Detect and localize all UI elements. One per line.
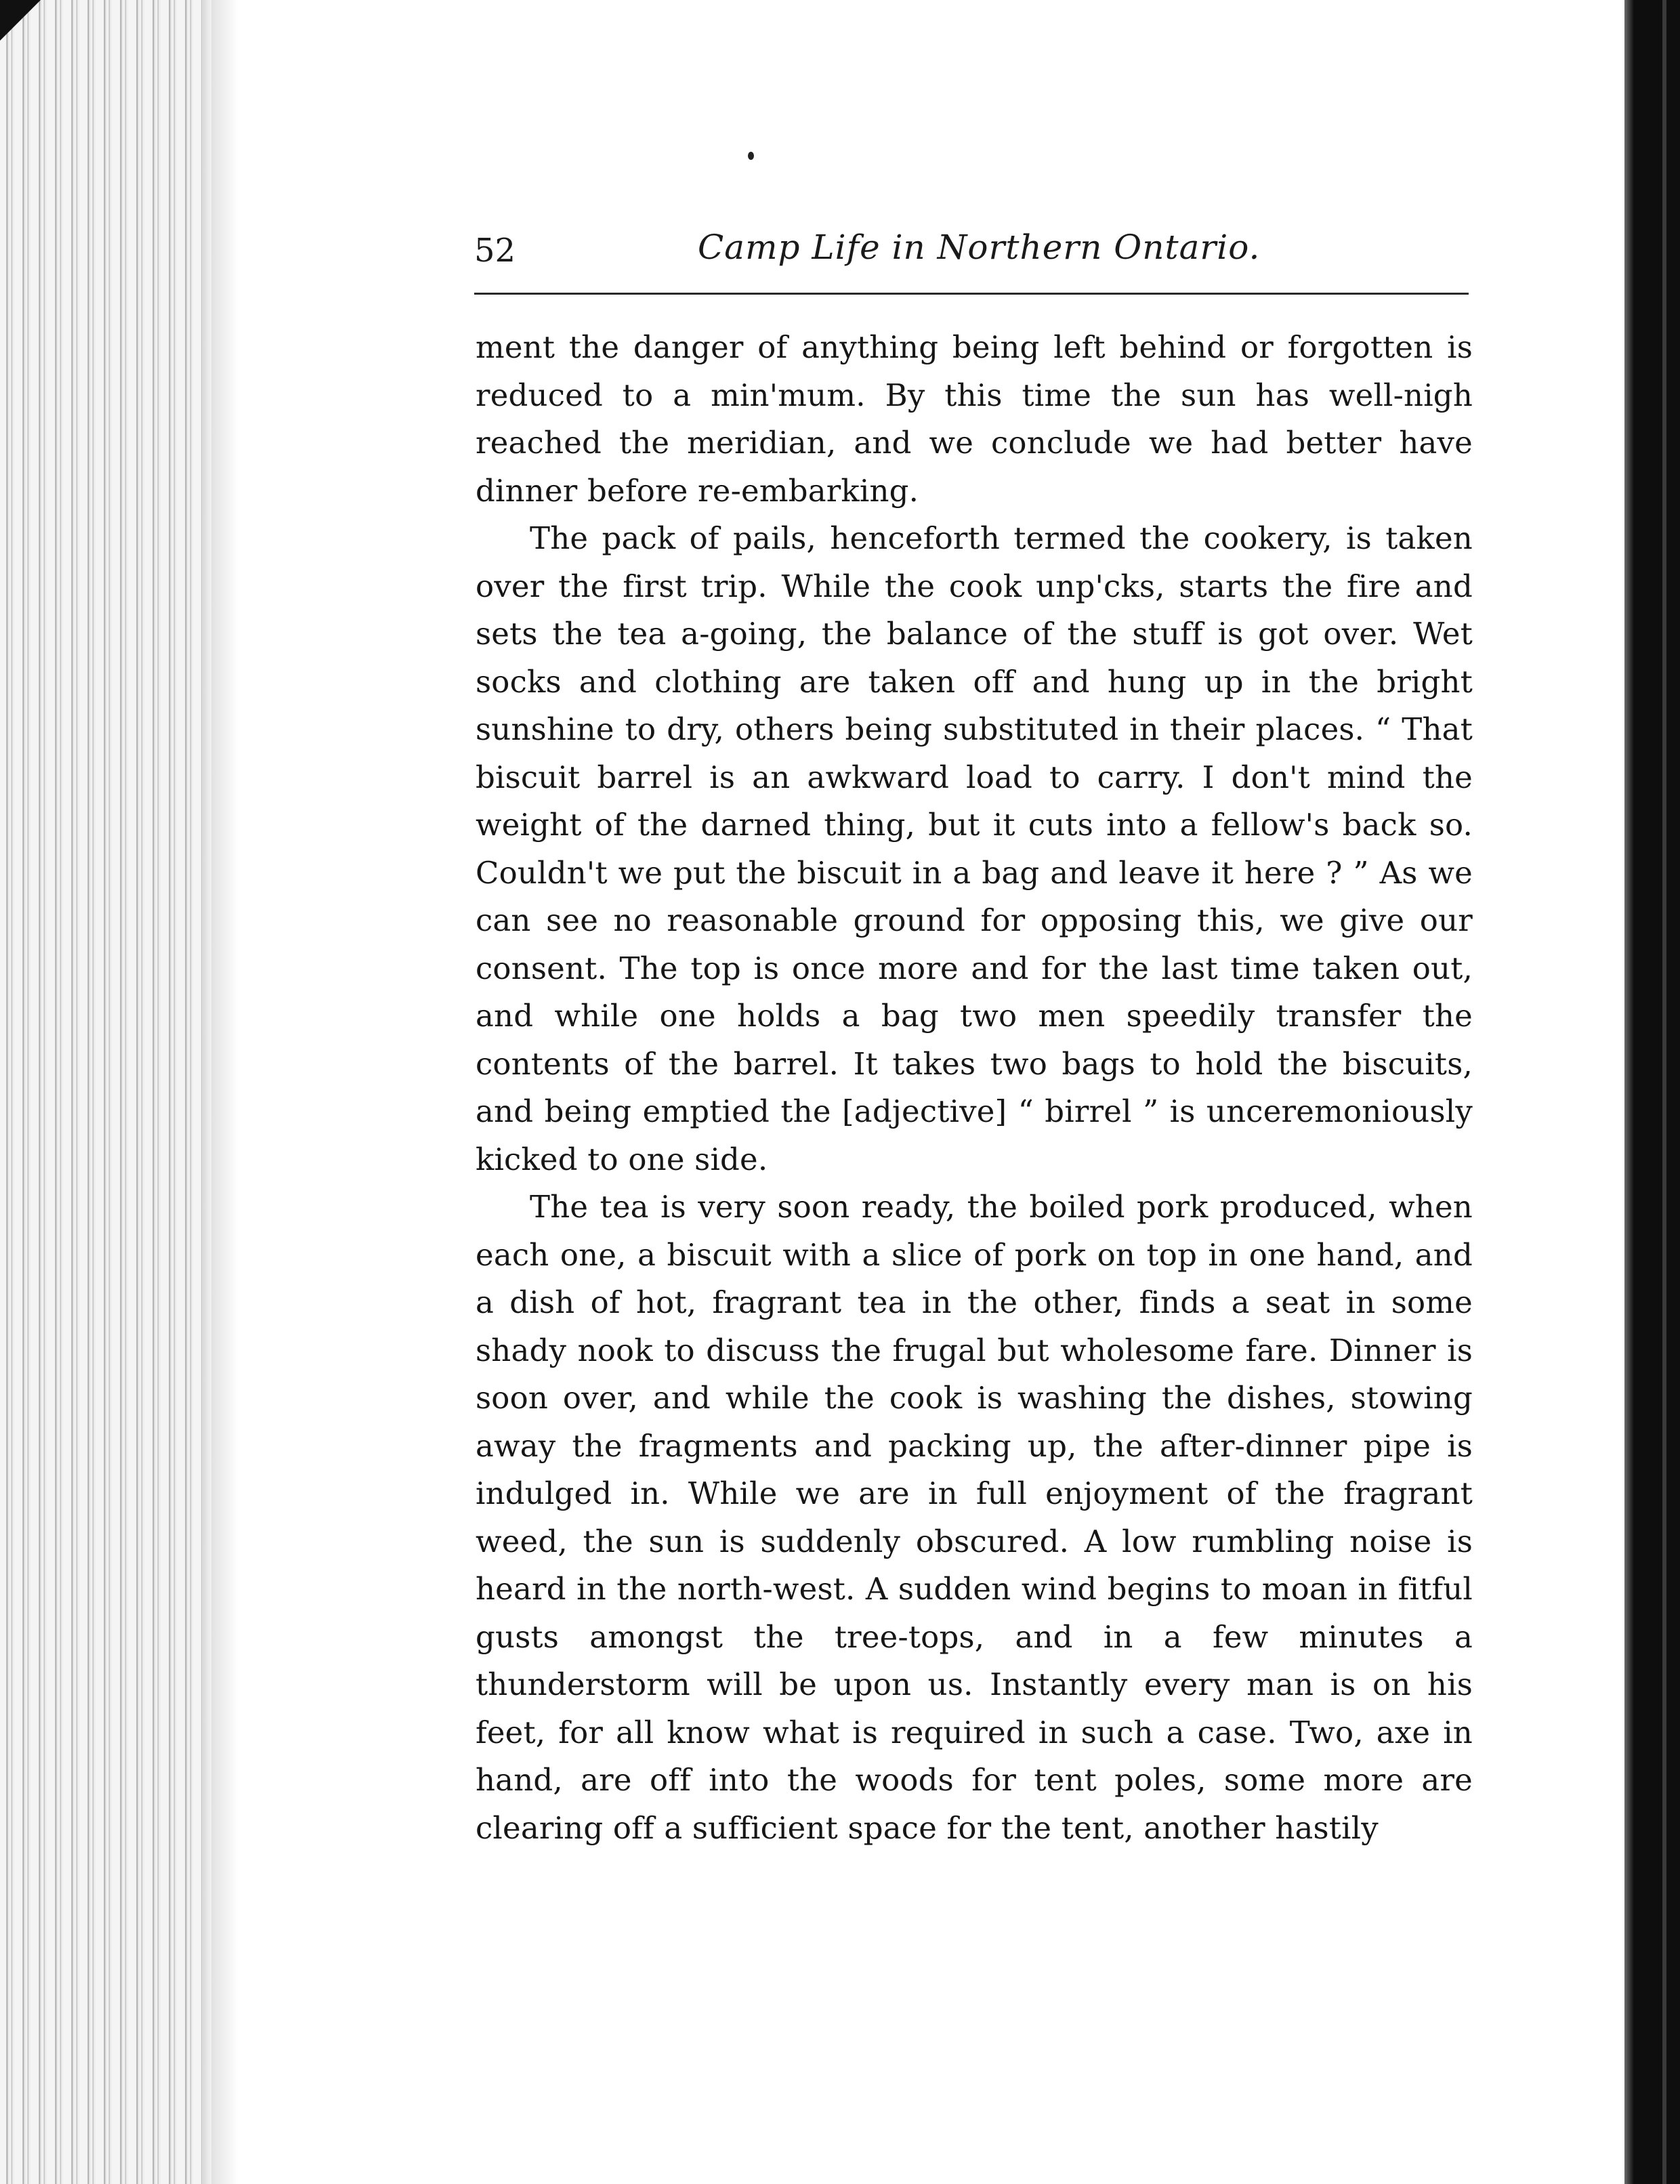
body-text: [476, 324, 1473, 1852]
page-number: 52: [474, 232, 516, 270]
paragraph-continuation: ment the danger of anything being left behind or forgotten is reduced to a min'mum. By this time the sun has well-nigh reached the meridian, and we conclude we had better have dinner before re-embarking.: [476, 329, 1473, 509]
header-rule: [474, 293, 1469, 295]
gutter-shadow: [211, 0, 238, 2184]
page-stack-edge: [0, 0, 211, 2184]
page-header: [474, 218, 1470, 299]
paragraph-cookery: The pack of pails, henceforth termed the cookery, is taken over the first trip. While the cook unp'cks, starts the fire and sets the tea a-going, the balance of the stuff is got over. Wet socks and clothing are taken off and hung up in the bright sunshine to dry, others being substituted in their places. “ That biscuit barrel is an awkward load to carry. I don't mind the weight of the darned thing, but it cuts into a fellow's back so. Couldn't we put the biscuit in a bag and leave it here ? ” As we can see no reasonable ground for opposing this, we give our consent. The top is once more and for the last time taken out, and while one holds a bag two men speedily transfer the contents of the barrel. It takes two bags to hold the biscuits, and being emptied the [adjective] “ birrel ” is unceremoniously kicked to one side.: [476, 520, 1473, 1177]
binding-band: [1624, 0, 1680, 2184]
paragraph-dinner: The tea is very soon ready, the boiled pork produced, when each one, a biscuit with a slice of pork on top in one hand, and a dish of hot, fragrant tea in the other, finds a seat in some shady nook to discuss the frugal but wholesome fare. Dinner is soon over, and while the cook is washing the dishes, stowing away the fragments and packing up, the after-dinner pipe is indulged in. While we are in full enjoyment of the fragrant weed, the sun is suddenly obscured. A low rumbling noise is heard in the north-west. A sudden wind begins to moan in fitful gusts amongst the tree-tops, and in a few minutes a thunderstorm will be upon us. Instantly every man is on his feet, for all know what is required in such a case. Two, axe in hand, are off into the woods for tent poles, some more are clearing off a sufficient space for the tent, another hastily: [476, 1189, 1473, 1846]
page-corner-fold: [0, 0, 41, 41]
ink-speck: [748, 152, 754, 160]
running-head: Camp Life in Northern Ontario.: [698, 228, 1261, 267]
